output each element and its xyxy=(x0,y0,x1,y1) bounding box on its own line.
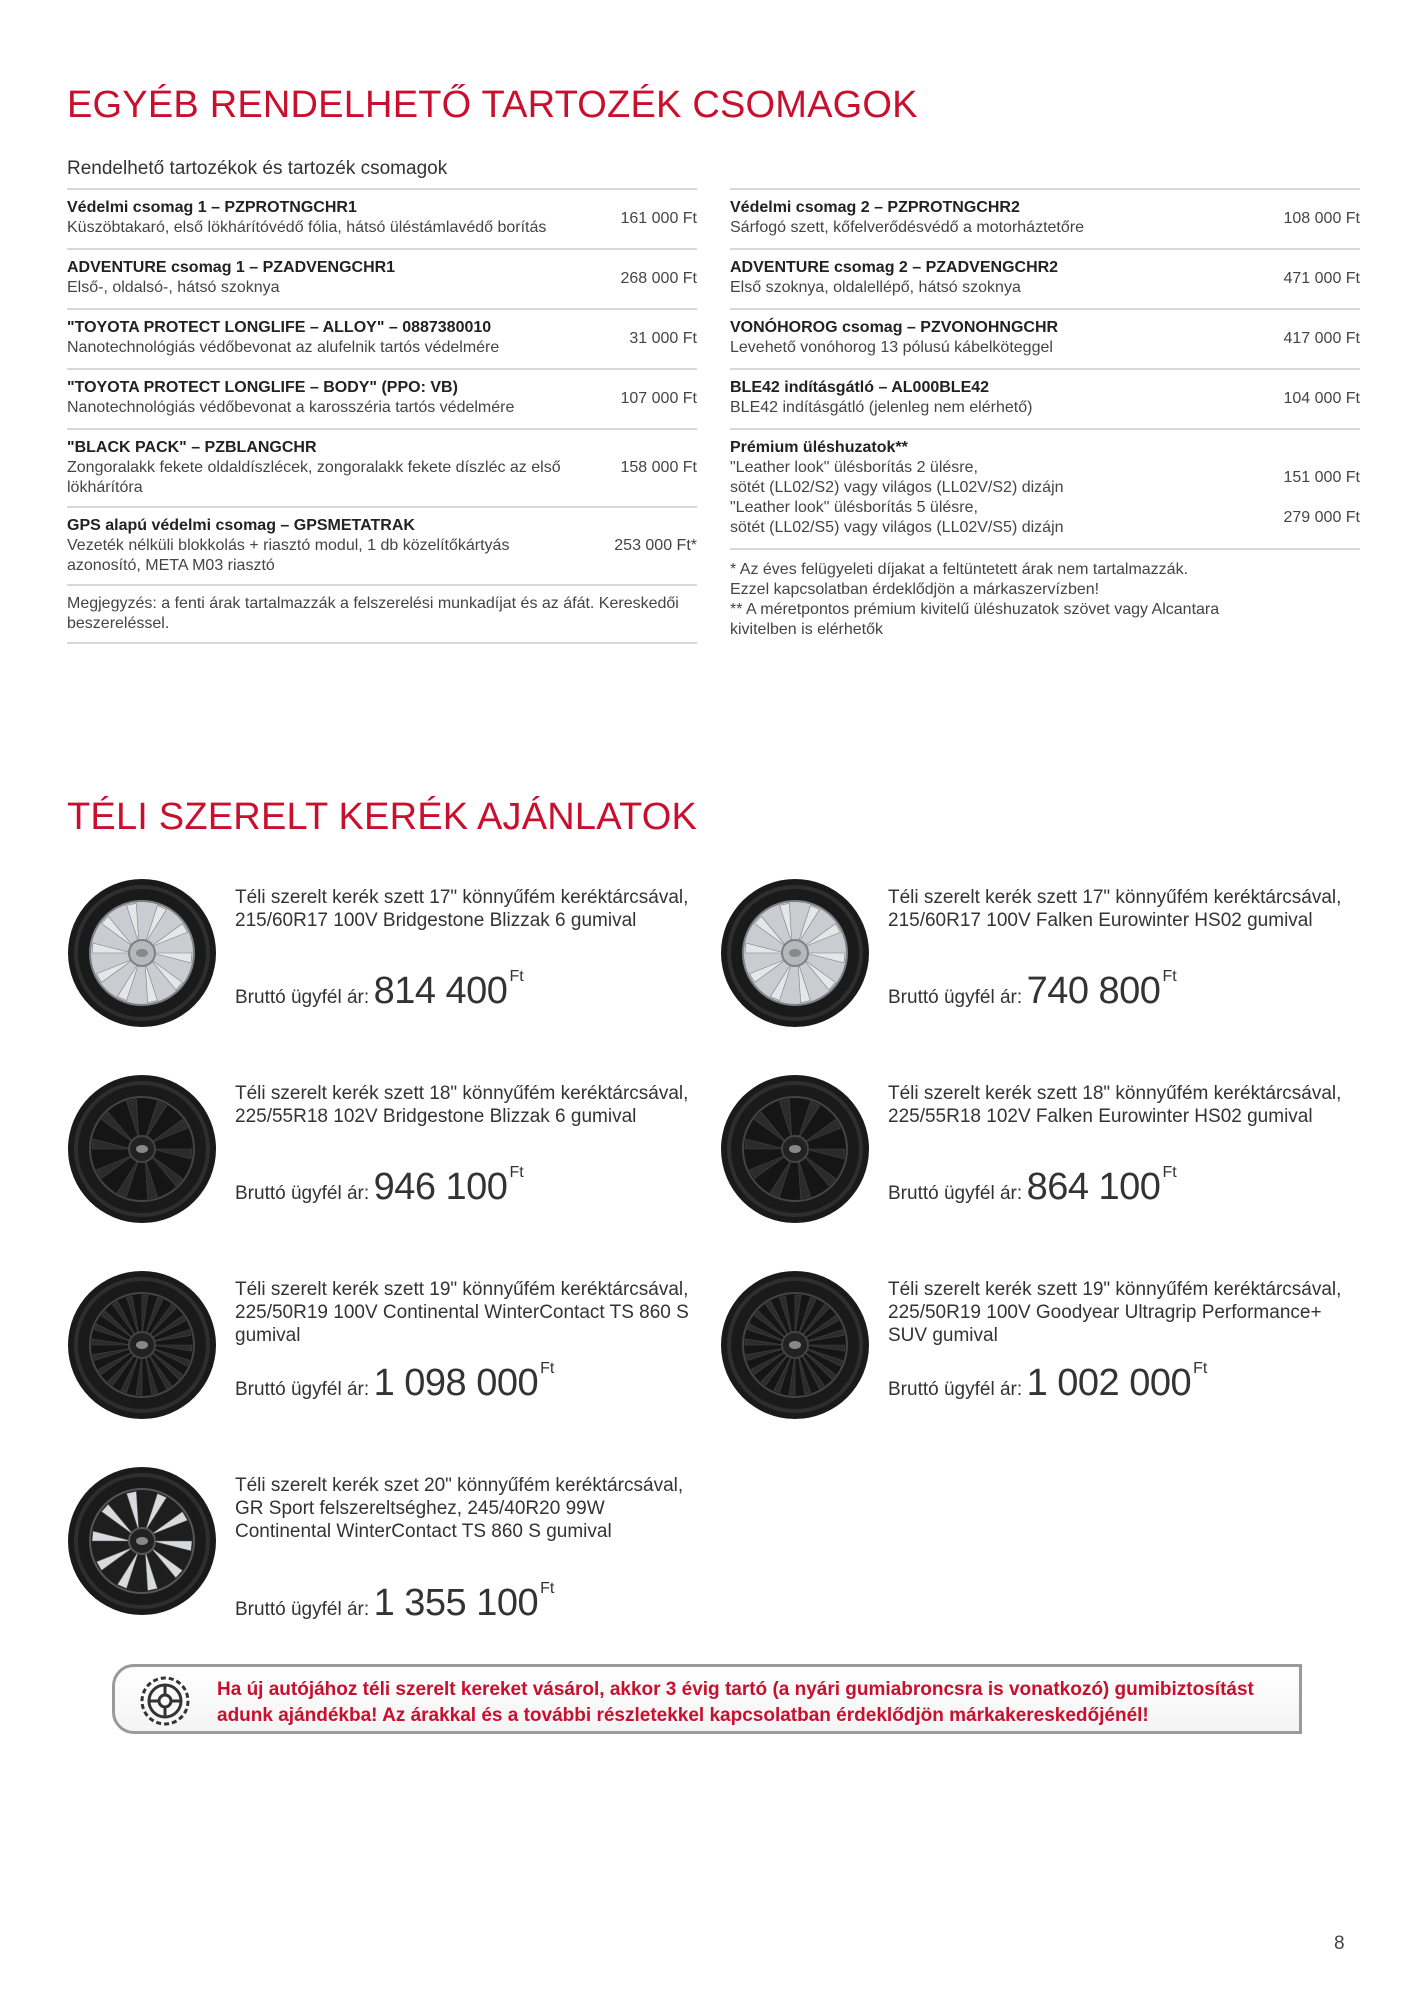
accessory-title: Védelmi csomag 2 – PZPROTNGCHR2 xyxy=(730,199,1020,216)
price-label: Bruttó ügyfél ár: xyxy=(888,987,1023,1008)
footnote-line: ** A méretpontos prémium kivitelű üléshuzatok szövet vagy Alcantara xyxy=(730,601,1220,618)
wheel-image xyxy=(67,1270,217,1420)
price-currency: Ft xyxy=(1162,1164,1177,1181)
wheel-image xyxy=(720,878,870,1028)
price-currency: Ft xyxy=(509,1164,524,1181)
accessory-desc: sötét (LL02/S5) vagy világos (LL02V/S5) dizájn xyxy=(730,519,1064,536)
wheel-offer-price xyxy=(888,968,1177,1013)
price-value: 1 098 000 xyxy=(373,1362,539,1404)
accessory-price: 253 000 Ft* xyxy=(614,537,697,554)
wheel-offer xyxy=(720,878,1360,1028)
wheel-offer xyxy=(720,1074,1360,1224)
accessories-note-text: Megjegyzés: a fenti árak tartalmazzák a felszerelési munkadíjat és az áfát. Kereskedői beszereléssel. xyxy=(67,595,679,632)
footnote-line: kivitelben is elérhetők xyxy=(730,621,883,638)
accessory-row xyxy=(67,308,697,368)
wheel-offer-price xyxy=(235,1360,554,1405)
price-label: Bruttó ügyfél ár: xyxy=(235,1183,370,1204)
wheel-offer-price xyxy=(235,1580,554,1625)
accessory-title: "TOYOTA PROTECT LONGLIFE – BODY" (PPO: VB) xyxy=(67,379,458,396)
accessory-title: GPS alapú védelmi csomag – GPSMETATRAK xyxy=(67,517,415,534)
page-number: 8 xyxy=(1334,1933,1345,1954)
accessory-title: ADVENTURE csomag 2 – PZADVENGCHR2 xyxy=(730,259,1059,276)
wheel-image xyxy=(720,1074,870,1224)
wheel-offer xyxy=(67,1074,707,1224)
wheel-offer-price xyxy=(888,1360,1207,1405)
wheel-offer-description: Téli szerelt kerék szett 17" könnyűfém keréktárcsával, 215/60R17 100V Falken Eurowinter HS02 gumival xyxy=(888,887,1342,931)
wheel-offer-description: Téli szerelt kerék szett 19" könnyűfém keréktárcsával, 225/50R19 100V Continental WinterContact TS 860 S gumival xyxy=(235,1279,689,1346)
accessory-row xyxy=(67,506,697,584)
accessory-price: 104 000 Ft xyxy=(1283,390,1360,407)
accessory-desc: BLE42 indításgátló (jelenleg nem elérhető) xyxy=(730,399,1033,416)
accessory-price: 158 000 Ft xyxy=(620,459,697,476)
accessory-price: 161 000 Ft xyxy=(620,210,697,227)
accessory-row xyxy=(730,368,1360,428)
price-label: Bruttó ügyfél ár: xyxy=(235,1379,370,1400)
wheel-offer-price xyxy=(235,1164,524,1209)
footnote-line: * Az éves felügyeleti díjakat a feltüntetett árak nem tartalmazzák. xyxy=(730,561,1189,578)
accessory-title: Védelmi csomag 1 – PZPROTNGCHR1 xyxy=(67,199,357,216)
wheel-offer-description: Téli szerelt kerék szett 18" könnyűfém keréktárcsával, 225/55R18 102V Falken Eurowinter HS02 gumival xyxy=(888,1083,1342,1127)
accessory-price: 151 000 Ft xyxy=(1283,469,1360,486)
section-title-accessories: EGYÉB RENDELHETŐ TARTOZÉK CSOMAGOK xyxy=(67,84,918,126)
accessory-title: ADVENTURE csomag 1 – PZADVENGCHR1 xyxy=(67,259,396,276)
wheel-offer-description: Téli szerelt kerék szet 20" könnyűfém keréktárcsával, GR Sport felszereltséghez, 245/40R20 99W Continental WinterContact TS 860 S gumival xyxy=(235,1475,684,1542)
accessories-right-column xyxy=(730,188,1360,550)
accessory-title: BLE42 indításgátló – AL000BLE42 xyxy=(730,379,990,396)
accessory-desc: Zongoralakk fekete oldaldíszlécek, zongoralakk fekete díszléc az első lökhárítóra xyxy=(67,459,561,496)
accessory-price: 471 000 Ft xyxy=(1283,270,1360,287)
section-title-winter-wheels: TÉLI SZERELT KERÉK AJÁNLATOK xyxy=(67,796,698,838)
accessories-note xyxy=(67,584,697,642)
accessory-desc: sötét (LL02/S2) vagy világos (LL02V/S2) dizájn xyxy=(730,479,1064,496)
price-currency: Ft xyxy=(540,1580,555,1597)
price-value: 864 100 xyxy=(1026,1166,1161,1208)
price-value: 740 800 xyxy=(1026,970,1161,1012)
accessory-desc: Nanotechnológiás védőbevonat a karosszéria tartós védelmére xyxy=(67,399,515,416)
wheel-offer-price xyxy=(888,1164,1177,1209)
accessory-desc: Levehető vonóhorog 13 pólusú kábelköteggel xyxy=(730,339,1053,356)
price-label: Bruttó ügyfél ár: xyxy=(888,1183,1023,1204)
accessory-desc: Sárfogó szett, kőfelverődésvédő a motorháztetőre xyxy=(730,219,1084,236)
accessory-title: Prémium üléshuzatok** xyxy=(730,439,908,456)
accessory-title: "TOYOTA PROTECT LONGLIFE – ALLOY" – 0887380010 xyxy=(67,319,492,336)
accessory-title: "BLACK PACK" – PZBLANGCHR xyxy=(67,439,317,456)
accessory-price: 107 000 Ft xyxy=(620,390,697,407)
wheel-offer xyxy=(720,1270,1360,1420)
accessory-row xyxy=(67,188,697,248)
accessory-row xyxy=(67,428,697,506)
accessories-left-column xyxy=(67,188,697,644)
accessory-row xyxy=(730,248,1360,308)
accessory-row xyxy=(730,308,1360,368)
footnote-line: Ezzel kapcsolatban érdeklődjön a márkaszervízben! xyxy=(730,581,1100,598)
accessory-price: 31 000 Ft xyxy=(629,330,697,347)
accessory-row xyxy=(67,248,697,308)
price-currency: Ft xyxy=(509,968,524,985)
accessory-desc: "Leather look" ülésborítás 2 ülésre, xyxy=(730,459,978,476)
price-label: Bruttó ügyfél ár: xyxy=(235,987,370,1008)
banner-text: Ha új autójához téli szerelt kereket vásárol, akkor 3 évig tartó (a nyári gumiabroncsra is vonatkozó) gumibiztosítást adunk ajándékba! Az árakkal és a további részletekkel kapcsolatban érdeklődjön márkakereskedőjénél! xyxy=(217,1679,1254,1726)
wheel-offer xyxy=(67,878,707,1028)
accessory-price: 268 000 Ft xyxy=(620,270,697,287)
divider xyxy=(730,548,1360,550)
wheel-offer xyxy=(67,1466,707,1624)
accessory-desc: Küszöbtakaró, első lökhárítóvédő fólia, hátsó üléstámlavédő borítás xyxy=(67,219,547,236)
accessory-desc: Első szoknya, oldalellépő, hátsó szoknya xyxy=(730,279,1021,296)
accessory-price: 279 000 Ft xyxy=(1283,509,1360,526)
wheel-offer-description: Téli szerelt kerék szett 19" könnyűfém keréktárcsával, 225/50R19 100V Goodyear Ultragrip Performance+ SUV gumival xyxy=(888,1279,1342,1346)
accessory-desc: Nanotechnológiás védőbevonat az alufelnik tartós védelmére xyxy=(67,339,500,356)
accessories-footnotes xyxy=(730,560,1350,640)
wheel-offer xyxy=(67,1270,707,1420)
price-currency: Ft xyxy=(1193,1360,1208,1377)
price-label: Bruttó ügyfél ár: xyxy=(888,1379,1023,1400)
divider xyxy=(67,642,697,644)
accessory-desc: Első-, oldalsó-, hátsó szoknya xyxy=(67,279,280,296)
accessories-subtitle: Rendelhető tartozékok és tartozék csomagok xyxy=(67,158,448,179)
accessory-desc: "Leather look" ülésborítás 5 ülésre, xyxy=(730,499,978,516)
wheel-offer-description: Téli szerelt kerék szett 18" könnyűfém keréktárcsával, 225/55R18 102V Bridgestone Blizzak 6 gumival xyxy=(235,1083,689,1127)
accessory-row xyxy=(730,188,1360,248)
wheel-offer-price xyxy=(235,968,524,1013)
wheel-image xyxy=(67,1074,217,1224)
wheel-image xyxy=(720,1270,870,1420)
wheel-image xyxy=(67,878,217,1028)
tire-insurance-banner xyxy=(112,1664,1302,1734)
accessory-row xyxy=(67,368,697,428)
price-currency: Ft xyxy=(540,1360,555,1377)
price-value: 946 100 xyxy=(373,1166,508,1208)
price-value: 1 002 000 xyxy=(1026,1362,1192,1404)
accessory-price: 108 000 Ft xyxy=(1283,210,1360,227)
price-label: Bruttó ügyfél ár: xyxy=(235,1599,370,1620)
premium-seat-covers-row xyxy=(730,428,1360,548)
tire-gear-icon xyxy=(137,1673,193,1729)
price-value: 1 355 100 xyxy=(373,1582,539,1624)
wheel-image xyxy=(67,1466,217,1616)
price-currency: Ft xyxy=(1162,968,1177,985)
accessory-desc: Vezeték nélküli blokkolás + riasztó modul, 1 db közelítőkártyás azonosító, META M03 riasztó xyxy=(67,537,510,574)
wheel-offer-description: Téli szerelt kerék szett 17" könnyűfém keréktárcsával, 215/60R17 100V Bridgestone Blizzak 6 gumival xyxy=(235,887,689,931)
accessory-price: 417 000 Ft xyxy=(1283,330,1360,347)
price-value: 814 400 xyxy=(373,970,508,1012)
accessory-title: VONÓHOROG csomag – PZVONOHNGCHR xyxy=(730,319,1059,336)
